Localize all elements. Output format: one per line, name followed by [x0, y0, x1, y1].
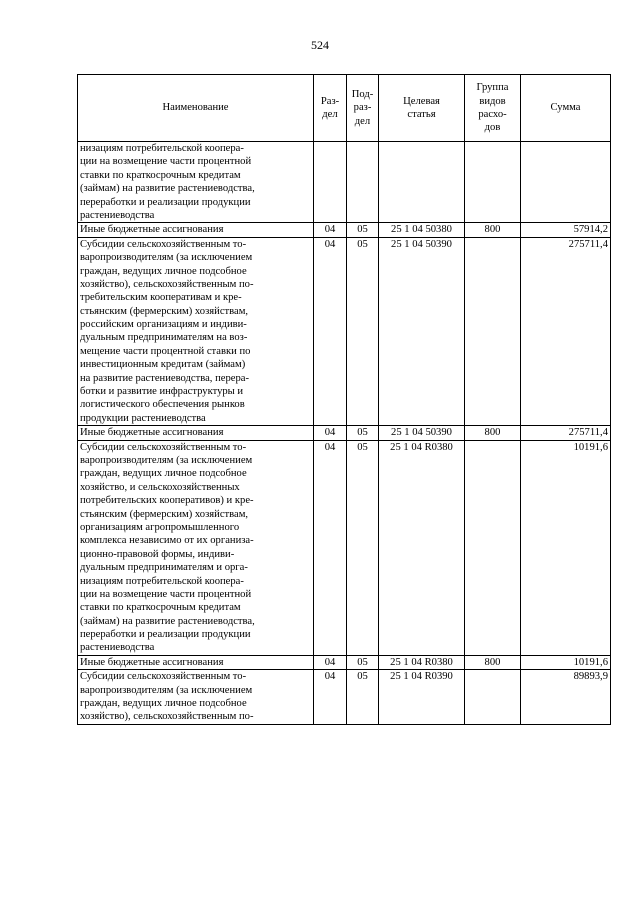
row-gruppa: [465, 237, 521, 425]
header-podrazdel: [347, 75, 379, 142]
row-summa: [521, 142, 611, 223]
row-name-line: ции на возмещение части процентной: [80, 156, 252, 168]
header-summa: Сумма: [521, 75, 611, 142]
header-name: Наименование: [78, 75, 314, 142]
row-name-line: низациям потребительской коопера-: [80, 143, 244, 154]
row-podrazdel: [347, 142, 379, 223]
row-razdel: 04: [314, 440, 347, 655]
row-celevaya: [379, 142, 465, 223]
table-row: [78, 655, 611, 669]
row-name-line: граждан, ведущих личное подсобное: [80, 265, 247, 277]
header-gruppa-line: Группа: [476, 82, 509, 94]
row-name-line: (займам) на развитие растениеводства,: [80, 183, 255, 195]
table-row: [78, 223, 611, 237]
row-name-line: ставки по краткосрочным кредитам: [80, 169, 241, 181]
row-podrazdel: 05: [347, 440, 379, 655]
row-name-line: Иные бюджетные ассигнования: [80, 224, 224, 236]
row-name-line: организациям агропромышленного: [80, 521, 240, 533]
row-razdel: 04: [314, 223, 347, 237]
row-name-line: Субсидии сельскохозяйственным то-: [80, 238, 247, 250]
row-name-line: продукции растениеводства: [80, 412, 206, 424]
row-celevaya: 25 1 04 R0380: [379, 655, 465, 669]
row-name-line: хозяйство, и сельскохозяйственных: [80, 481, 240, 493]
row-name-line: инвестиционным кредитам (займам): [80, 359, 246, 371]
row-name-line: на развитие растениеводства, перера-: [80, 372, 249, 384]
row-name-line: растениеводства: [80, 642, 155, 654]
header-celevaya-line: статья: [407, 109, 436, 120]
table-row: [78, 440, 611, 655]
header-gruppa-line: расхо-: [478, 109, 507, 120]
row-name-line: переработки и реализации продукции: [80, 196, 251, 208]
page-number: 524: [311, 38, 329, 52]
header-gruppa-line: видов: [479, 95, 506, 107]
row-name-line: хозяйство), сельскохозяйственным по-: [80, 711, 254, 723]
row-podrazdel: 05: [347, 670, 379, 725]
row-summa: 89893,9: [521, 670, 611, 725]
row-name-line: стьянским (фермерским) хозяйствам,: [80, 305, 249, 317]
table-row: [78, 426, 611, 440]
row-name: [78, 670, 314, 725]
row-celevaya: 25 1 04 R0390: [379, 670, 465, 725]
header-celevaya-line: Целевая: [403, 95, 440, 107]
header-podrazdel-line: Под-: [351, 88, 374, 100]
row-name-line: мещение части процентной ставки по: [80, 345, 251, 357]
table-body: [78, 142, 611, 725]
header-razdel-line: дел: [322, 109, 338, 120]
row-name-line: граждан, ведущих личное подсобное: [80, 468, 247, 480]
row-podrazdel: 05: [347, 426, 379, 440]
row-name-line: ставки по краткосрочным кредитам: [80, 602, 241, 614]
row-celevaya: 25 1 04 50390: [379, 426, 465, 440]
row-celevaya: 25 1 04 R0380: [379, 440, 465, 655]
row-summa: 275711,4: [521, 237, 611, 425]
row-name: [78, 440, 314, 655]
row-summa: 275711,4: [521, 426, 611, 440]
row-podrazdel: 05: [347, 223, 379, 237]
row-name: [78, 655, 314, 669]
row-name-line: (займам) на развитие растениеводства,: [80, 615, 255, 627]
row-summa: 10191,6: [521, 440, 611, 655]
row-name-line: варопроизводителям (за исключением: [80, 455, 253, 467]
header-podrazdel-line: дел: [354, 115, 371, 127]
row-gruppa: [465, 440, 521, 655]
row-podrazdel: 05: [347, 655, 379, 669]
row-name-line: граждан, ведущих личное подсобное: [80, 698, 247, 710]
row-name-line: Иные бюджетные ассигнования: [80, 427, 224, 439]
row-name-line: хозяйство), сельскохозяйственным по-: [80, 278, 254, 290]
row-summa: 10191,6: [521, 655, 611, 669]
row-gruppa: [465, 142, 521, 223]
row-name: [78, 142, 314, 223]
header-celevaya: [379, 75, 465, 142]
row-name: [78, 237, 314, 425]
row-name-line: потребительских кооперативов) и кре-: [80, 495, 254, 507]
row-razdel: 04: [314, 655, 347, 669]
row-razdel: 04: [314, 237, 347, 425]
row-name-line: растениеводства: [80, 209, 155, 221]
header-razdel: [314, 75, 347, 142]
header-razdel-line: Раз-: [320, 95, 340, 107]
row-celevaya: 25 1 04 50380: [379, 223, 465, 237]
row-podrazdel: 05: [347, 237, 379, 425]
row-summa: 57914,2: [521, 223, 611, 237]
row-name: [78, 223, 314, 237]
table-row: [78, 670, 611, 725]
row-name-line: ции на возмещение части процентной: [80, 588, 252, 600]
row-name-line: ционно-правовой формы, индиви-: [80, 548, 235, 560]
row-gruppa: 800: [465, 655, 521, 669]
row-name-line: требительским кооперативам и кре-: [80, 292, 242, 304]
row-name-line: стьянским (фермерским) хозяйствам,: [80, 508, 249, 520]
row-name-line: Субсидии сельскохозяйственным то-: [80, 671, 247, 683]
table-header-row: [78, 75, 611, 142]
header-gruppa: [465, 75, 521, 142]
row-celevaya: 25 1 04 50390: [379, 237, 465, 425]
header-gruppa-line: дов: [484, 122, 501, 134]
row-name-line: варопроизводителям (за исключением: [80, 684, 253, 696]
row-name-line: дуальным предпринимателям на воз-: [80, 332, 248, 344]
row-razdel: 04: [314, 670, 347, 725]
row-name-line: ботки и развитие инфраструктуры и: [80, 386, 244, 398]
row-name-line: российским организациям и индиви-: [80, 319, 247, 331]
row-razdel: [314, 142, 347, 223]
row-name-line: варопроизводителям (за исключением: [80, 252, 253, 264]
row-name-line: дуальным предпринимателям и орга-: [80, 562, 248, 574]
row-gruppa: 800: [465, 223, 521, 237]
row-gruppa: [465, 670, 521, 725]
table-row: [78, 237, 611, 425]
table-row: [78, 142, 611, 223]
row-name-line: низациям потребительской коопера-: [80, 575, 244, 587]
budget-table: [77, 74, 611, 725]
header-podrazdel-line: раз-: [353, 102, 372, 114]
row-gruppa: 800: [465, 426, 521, 440]
row-name-line: Иные бюджетные ассигнования: [80, 656, 224, 668]
row-name-line: Субсидии сельскохозяйственным то-: [80, 441, 247, 453]
row-razdel: 04: [314, 426, 347, 440]
row-name-line: переработки и реализации продукции: [80, 629, 251, 641]
row-name-line: комплекса независимо от их организа-: [80, 535, 254, 547]
row-name: [78, 426, 314, 440]
row-name-line: логистического обеспечения рынков: [80, 399, 245, 411]
